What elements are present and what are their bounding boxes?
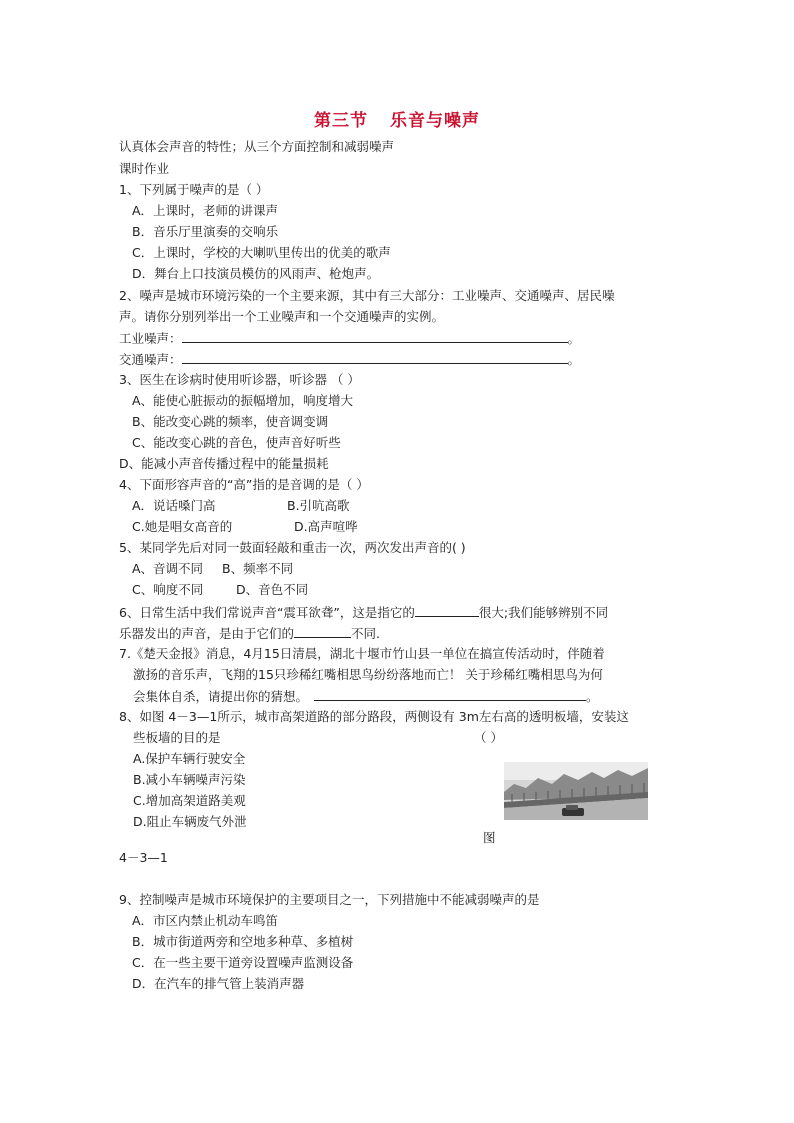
q4-stem: 4、下面形容声音的“高”指的是音调的是（ ）	[119, 477, 369, 492]
q2-traffic-blank[interactable]	[182, 350, 568, 364]
q7-line3-row	[133, 687, 599, 706]
q4-option-a: A．说话嗓门高	[132, 498, 216, 513]
q8-answer-paren: （ ）	[474, 730, 503, 745]
q2-traffic-label: 交通噪声：	[119, 352, 182, 367]
q2-stem-line1: 2、噪声是城市环境污染的一个主要来源，其中有三大部分：工业噪声、交通噪声、居民噪	[119, 288, 615, 303]
q7-blank[interactable]	[314, 687, 586, 701]
q8-option-b: B.减小车辆噪声污染	[133, 772, 246, 787]
q2-industrial-row	[119, 329, 580, 348]
q7-line2: 激扬的音乐声，飞翔的15只珍稀红嘴相思鸟纷纷落地而亡！ 关于珍稀红嘴相思鸟为何	[133, 667, 603, 682]
q7-line1: 7.《楚天金报》消息，4月15日清晨，湖北十堰市竹山县一单位在搞宣传活动时，伴随着	[119, 646, 605, 661]
q9-option-b: B．城市街道两旁和空地多种草、多植树	[132, 934, 354, 949]
q3-option-d: D、能减小声音传播过程中的能量损耗	[119, 456, 329, 471]
q7-end: 。	[586, 689, 599, 704]
q8-option-c: C.增加高架道路美观	[133, 793, 246, 808]
title-section: 第三节	[314, 111, 368, 131]
q1-option-b: B．音乐厅里演奏的交响乐	[132, 224, 279, 239]
q3-stem: 3、医生在诊病时使用听诊器，听诊器 （ ）	[119, 372, 360, 387]
q3-option-b: B、能改变心跳的频率，使音调变调	[132, 414, 329, 429]
q7-line3: 会集体自杀，请提出你的猜想。	[133, 689, 309, 704]
q4-option-c: C.她是唱女高音的	[132, 519, 233, 534]
q8-line2: 些板墙的目的是	[133, 730, 221, 745]
q4-option-d: D.高声喧哗	[294, 519, 358, 534]
q9-stem: 9、控制噪声是城市环境保护的主要项目之一，下列措施中不能减弱噪声的是	[119, 892, 540, 907]
page-title	[0, 106, 794, 131]
q6-part2: 很大;我们能够辨别不同	[478, 605, 609, 620]
q1-option-a: A．上课时，老师的讲课声	[132, 203, 279, 218]
figure-number: 4－3—1	[119, 850, 168, 865]
q5-option-c: C、响度不同	[132, 582, 204, 597]
q9-option-c: C．在一些主要干道旁设置噪声监测设备	[132, 955, 354, 970]
q8-option-a: A.保护车辆行驶安全	[133, 751, 246, 766]
elevated-road-photo	[504, 762, 648, 820]
q2-industrial-label: 工业噪声：	[119, 331, 182, 346]
q5-option-b: B、频率不同	[222, 561, 294, 576]
q2-industrial-end: 。	[567, 331, 581, 346]
q2-traffic-end: 。	[567, 352, 581, 367]
q2-traffic-row	[119, 350, 580, 369]
q9-option-a: A．市区内禁止机动车鸣笛	[132, 913, 279, 928]
q8-line1: 8、如图 4－3—1所示，城市高架道路的部分路段，两侧设有 3m左右高的透明板墙，安装这	[119, 709, 629, 724]
q6-part4: 不同.	[351, 626, 380, 641]
q3-option-a: A、能使心脏振动的振幅增加，响度增大	[132, 393, 354, 408]
q5-option-a: A、音调不同	[132, 561, 204, 576]
q2-industrial-blank[interactable]	[182, 329, 568, 343]
q6-blank1[interactable]	[415, 603, 479, 617]
q6-part3: 乐器发出的声音，是由于它们的	[119, 626, 295, 641]
homework-label: 课时作业	[119, 161, 170, 176]
intro-text: 认真体会声音的特性；从三个方面控制和减弱噪声	[119, 139, 395, 154]
q1-stem: 1、下列属于噪声的是（ ）	[119, 182, 269, 197]
q6-blank2[interactable]	[294, 624, 351, 638]
q6-line2	[119, 624, 380, 643]
q2-stem-line2: 声。请你分别列举出一个工业噪声和一个交通噪声的实例。	[119, 309, 445, 324]
q1-option-c: C．上课时，学校的大喇叭里传出的优美的歌声	[132, 245, 391, 260]
figure-caption-label: 图	[483, 830, 496, 845]
q9-option-d: D．在汽车的排气管上装消声器	[132, 976, 305, 991]
q3-option-c: C、能改变心跳的音色，使声音好听些	[132, 435, 341, 450]
q6-part1: 6、日常生活中我们常说声音“震耳欲聋”，这是指它的	[119, 605, 415, 620]
q5-option-d: D、音色不同	[236, 582, 309, 597]
q5-stem: 5、某同学先后对同一鼓面轻敲和重击一次，两次发出声音的( )	[119, 540, 466, 555]
q1-option-d: D．舞台上口技演员模仿的风雨声、枪炮声。	[132, 266, 380, 281]
title-topic: 乐音与噪声	[390, 111, 480, 131]
q4-option-b: B.引吭高歌	[287, 498, 350, 513]
q8-option-d: D.阻止车辆废气外泄	[133, 814, 247, 829]
q6-line1	[119, 603, 608, 622]
